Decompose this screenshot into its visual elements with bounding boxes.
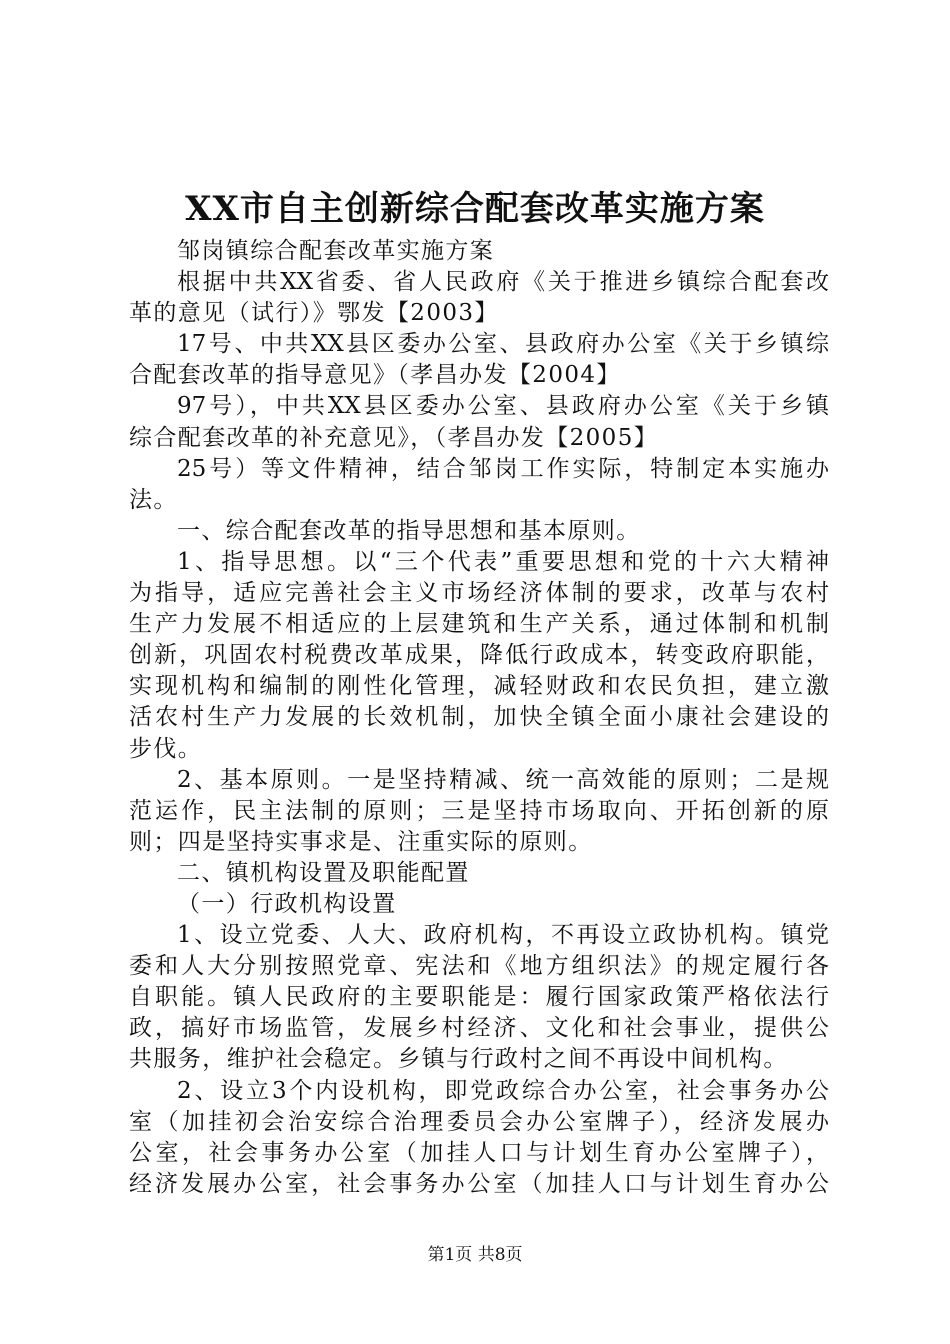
body-text-line: 97号），中共XX县区委办公室、县政府办公室《关于乡镇 [177, 393, 829, 420]
body-text-line: 法。 [129, 486, 178, 513]
body-text-line: 根据中共XX省委、省人民政府《关于推进乡镇综合配套改 [177, 269, 829, 296]
body-text-line: 步伐。 [129, 735, 203, 762]
body-text-line: 综合配套改革的补充意见》，（孝昌办发【2005】 [129, 424, 659, 451]
body-text-line: 活农村生产力发展的长效机制，加快全镇全面小康社会建设的 [129, 704, 829, 731]
body-text-line: 生产力发展不相适应的上层建筑和生产关系，通过体制和机制 [129, 611, 829, 638]
body-text-line: 2、设立3个内设机构，即党政综合办公室，社会事务办公 [177, 1077, 829, 1104]
body-text-line: 范运作，民主法制的原则；三是坚持市场取向、开拓创新的原 [129, 797, 829, 824]
body-text-line: 一、综合配套改革的指导思想和基本原则。 [177, 517, 641, 544]
body-text-line: 为指导，适应完善社会主义市场经济体制的要求，改革与农村 [129, 580, 829, 607]
body-text-line: 经济发展办公室，社会事务办公室（加挂人口与计划生育办公 [129, 1170, 829, 1197]
body-text-line: （一）行政机构设置 [177, 890, 397, 917]
body-text-line: 2、基本原则。一是坚持精减、统一高效能的原则；二是规 [177, 766, 829, 793]
body-text-line: 共服务，维护社会稳定。乡镇与行政村之间不再设中间机构。 [129, 1046, 788, 1073]
page-footer: 第1页 共8页 [427, 1245, 523, 1265]
document-title: XX市自主创新综合配套改革实施方案 [185, 189, 765, 229]
body-text-line: 1、设立党委、人大、政府机构，不再设立政协机构。镇党 [177, 922, 829, 949]
body-text-line: 25号）等文件精神，结合邹岗工作实际，特制定本实施办 [177, 455, 829, 482]
body-text-line: 实现机构和编制的刚性化管理，减轻财政和农民负担，建立激 [129, 673, 829, 700]
body-text-line: 则；四是坚持实事求是、注重实际的原则。 [129, 828, 593, 855]
body-text-line: 自职能。镇人民政府的主要职能是：履行国家政策严格依法行 [129, 984, 829, 1011]
body-text-line: 1、指导思想。以“三个代表”重要思想和党的十六大精神 [177, 548, 829, 575]
body-text-line: 委和人大分别按照党章、宪法和《地方组织法》的规定履行各 [129, 953, 829, 980]
body-text-line: 政，搞好市场监管，发展乡村经济、文化和社会事业，提供公 [129, 1015, 829, 1042]
body-text-line: 17号、中共XX县区委办公室、县政府办公室《关于乡镇综 [177, 331, 829, 358]
document-body [129, 236, 829, 1200]
body-text-line: 公室，社会事务办公室（加挂人口与计划生育办公室牌子）， [129, 1139, 829, 1166]
body-text-line: 革的意见（试行）》鄂发【2003】 [129, 300, 499, 327]
body-text-line: 创新，巩固农村税费改革成果，降低行政成本，转变政府职能， [129, 642, 829, 669]
body-text-line: 室（加挂初会治安综合治理委员会办公室牌子），经济发展办 [129, 1108, 829, 1135]
body-text-line: 合配套改革的指导意见》（孝昌办发【2004】 [129, 362, 621, 389]
body-text-line: 邹岗镇综合配套改革实施方案 [177, 238, 495, 264]
body-text-line: 二、镇机构设置及职能配置 [177, 859, 470, 886]
